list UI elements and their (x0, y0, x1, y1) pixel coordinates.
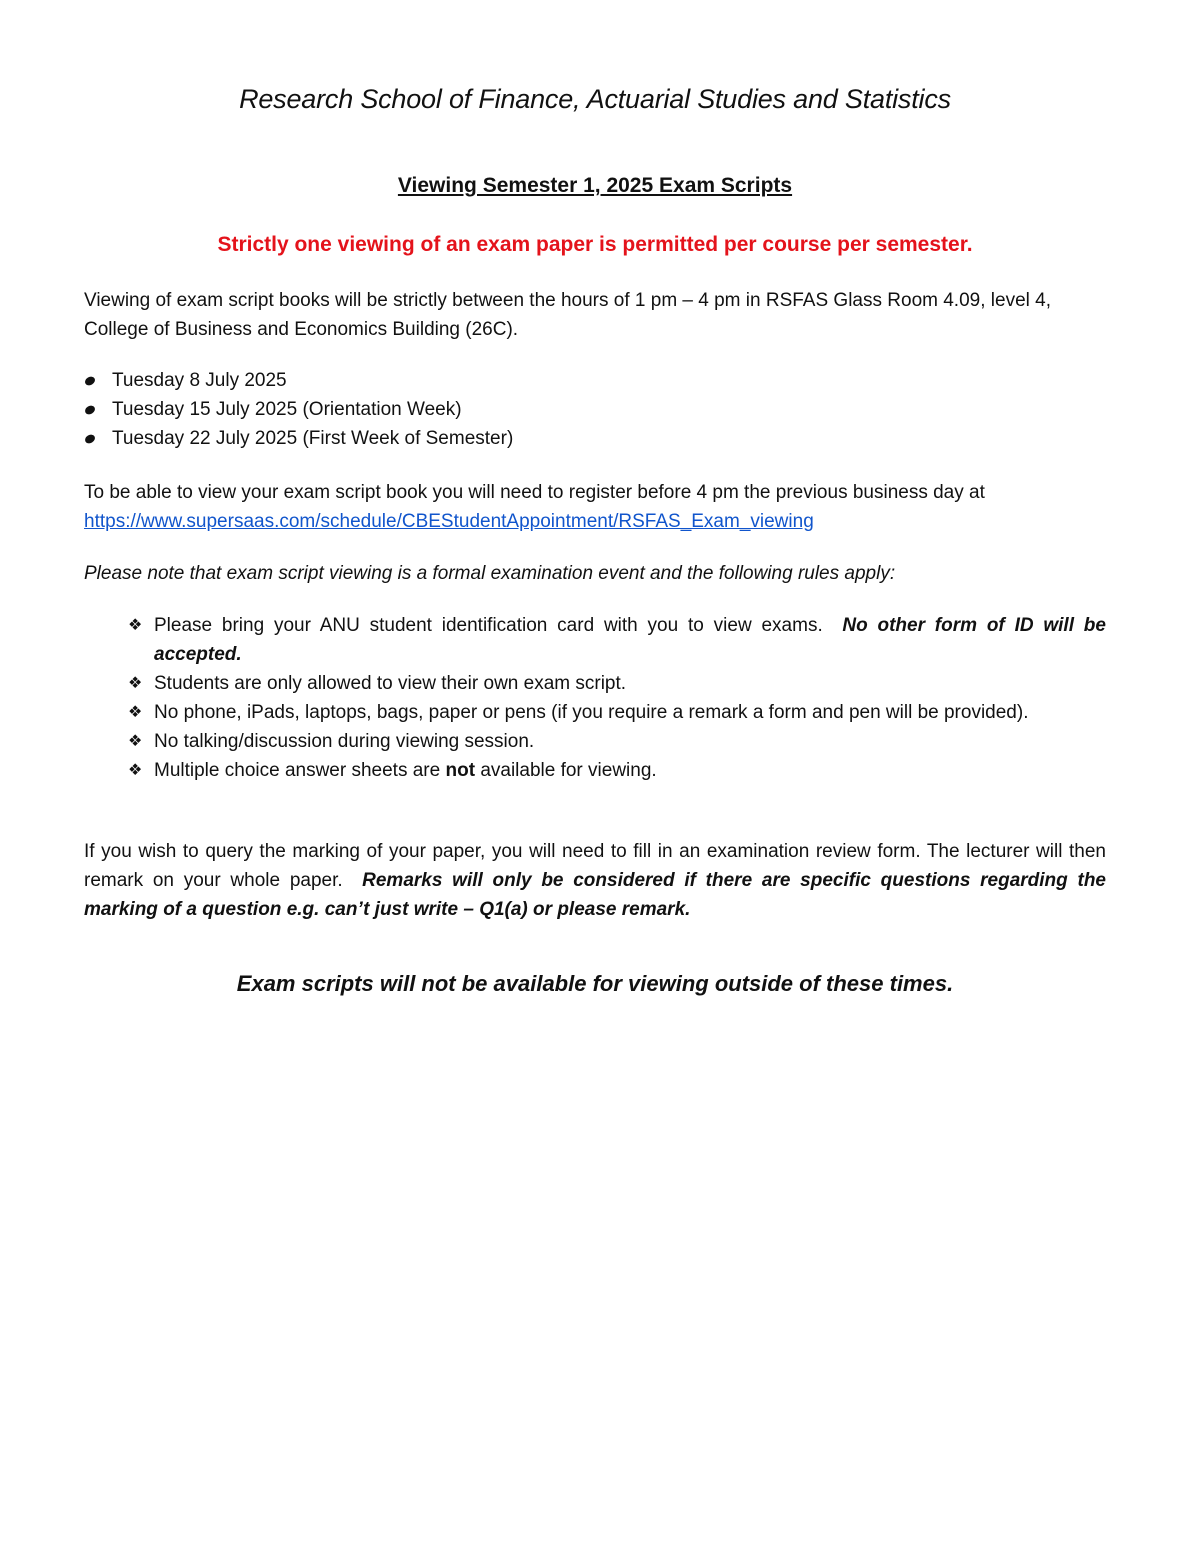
list-item (84, 395, 513, 424)
remark-query-paragraph (84, 837, 1106, 924)
query-text: If you wish to query the marking of your paper, you will need to fill in an examination review form. The lecturer will then remark on your whole paper. (84, 841, 1106, 891)
availability-footer: Exam scripts will not be available for viewing outside of these times. (236, 971, 954, 996)
list-item (84, 366, 513, 395)
diamond-ornament-icon: ❖ (128, 617, 143, 634)
date-text: Tuesday 15 July 2025 (Orientation Week) (112, 399, 462, 420)
rules-list (128, 611, 1106, 785)
viewing-limit-warning: Strictly one viewing of an exam paper is permitted per course per semester. (217, 233, 973, 256)
list-item (128, 727, 1106, 756)
viewing-dates-list (84, 366, 513, 453)
registration-text: To be able to view your exam script book you will need to register before 4 pm the previous business day at (84, 482, 985, 503)
registration-link[interactable]: https://www.supersaas.com/schedule/CBEStudentAppointment/RSFAS_Exam_viewing (84, 511, 814, 532)
viewing-hours-paragraph: Viewing of exam script books will be strictly between the hours of 1 pm – 4 pm in RSFAS Glass Room 4.09, level 4, College of Business and Economics Building (26C). (84, 290, 1051, 340)
date-text: Tuesday 22 July 2025 (First Week of Semester) (112, 428, 514, 449)
document-subtitle: Viewing Semester 1, 2025 Exam Scripts (397, 174, 793, 197)
rule-bold-word: not (445, 760, 476, 781)
bullet-icon (83, 433, 96, 445)
list-item (84, 424, 513, 453)
page-title: Research School of Finance, Actuarial Studies and Statistics (239, 84, 951, 114)
list-item (128, 756, 1106, 785)
rule-text: Students are only allowed to view their own exam script. (154, 673, 627, 694)
bullet-icon (83, 404, 96, 416)
diamond-ornament-icon: ❖ (128, 762, 143, 779)
rule-text: Multiple choice answer sheets are (154, 760, 441, 781)
diamond-ornament-icon: ❖ (128, 704, 143, 721)
rule-text: Please bring your ANU student identification card with you to view exams. (154, 615, 823, 636)
registration-paragraph (84, 478, 1106, 536)
diamond-ornament-icon: ❖ (128, 733, 143, 750)
document-page (84, 0, 1106, 1553)
bullet-icon (83, 375, 96, 387)
list-item (128, 669, 1106, 698)
list-item (128, 611, 1106, 669)
rules-intro: Please note that exam script viewing is a formal examination event and the following rules apply: (84, 563, 896, 584)
query-emphasis: Remarks will only be considered if there are specific questions regarding the marking of a question e.g. can’t just write – Q1(a) or please remark. (84, 870, 1106, 920)
rule-text: No phone, iPads, laptops, bags, paper or pens (if you require a remark a form and pen will be provided). (154, 702, 1029, 723)
rule-emphasis: No other form of ID will be accepted. (154, 615, 1106, 665)
date-text: Tuesday 8 July 2025 (112, 370, 287, 391)
rule-text: available for viewing. (480, 760, 657, 781)
diamond-ornament-icon: ❖ (128, 675, 143, 692)
rule-text: No talking/discussion during viewing session. (154, 731, 535, 752)
list-item (128, 698, 1106, 727)
